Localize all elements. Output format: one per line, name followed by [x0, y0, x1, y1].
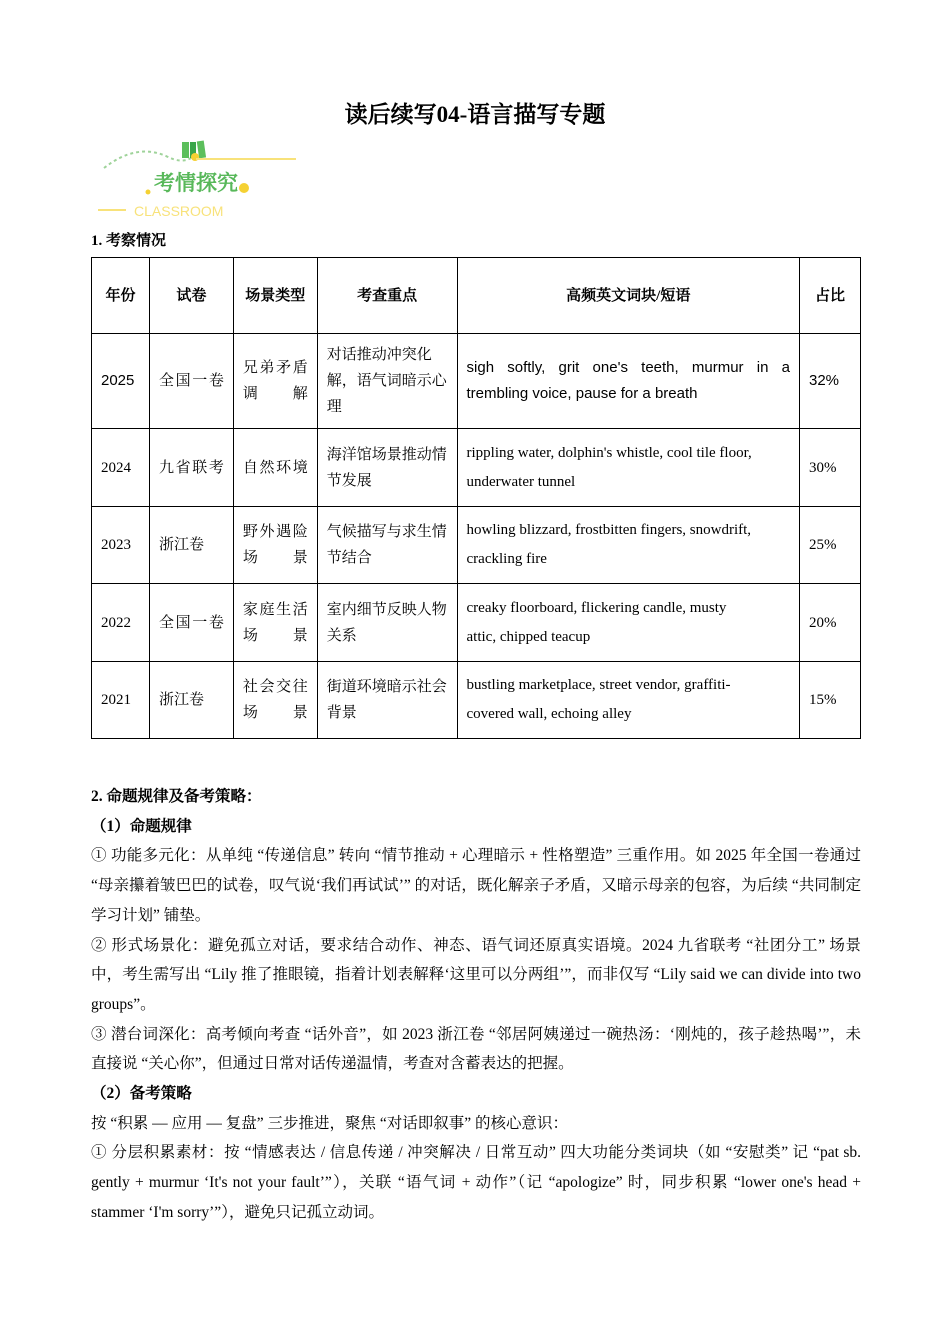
exam-table: [91, 257, 861, 739]
header-cell: 年份: [92, 258, 150, 334]
paragraph: 按 “积累 — 应用 — 复盘” 三步推进，聚焦 “对话即叙事” 的核心意识：: [91, 1114, 569, 1132]
table-row: [92, 429, 861, 507]
page-title: 读后续写04-语言描写专题: [344, 102, 606, 127]
scene-cell: 家庭生活场景: [233, 584, 317, 662]
svg-text:考情探究: 考情探究: [154, 171, 238, 195]
table-row: [92, 584, 861, 662]
paragraph: ③ 潜台词深化：高考倾向考查 “话外音”，如 2023 浙江卷 “邻居阿姨递过一碗热汤：‘刚炖的，孩子趁热喝’”，未直接说 “关心你”，但通过日常对话传递温情，考查对含蓄表达的把握。: [91, 1025, 861, 1073]
classroom-logo: [96, 138, 301, 220]
svg-text:CLASSROOM: CLASSROOM: [134, 203, 224, 219]
phrases-cell: rippling water, dolphin's whistle, cool tile floor, underwater tunnel: [457, 429, 799, 507]
header-cell: 占比: [799, 258, 860, 334]
ratio-cell: 30%: [799, 429, 860, 507]
focus-cell: 海洋馆场景推动情节发展: [317, 429, 457, 507]
paper-cell: 浙江卷: [149, 507, 233, 584]
ratio-cell: 32%: [799, 334, 860, 429]
year-cell: 2023: [92, 507, 150, 584]
strategy-section: [91, 782, 861, 1228]
year-cell: 2025: [92, 334, 150, 429]
subheading-strategy: （2）备考策略: [91, 1085, 192, 1103]
paragraph: ② 形式场景化：避免孤立对话，要求结合动作、神态、语气词还原真实语境。2024 九省联考 “社团分工” 场景中，考生需写出 “Lily 推了推眼镜，指着计划表解释‘这里可以分两组’”，而非仅写 “Lily said we can divide into two groups”。: [91, 936, 861, 1013]
table-row: [92, 334, 861, 429]
year-cell: 2022: [92, 584, 150, 662]
year-cell: 2021: [92, 662, 150, 739]
paper-cell: 浙江卷: [149, 662, 233, 739]
scene-cell: 野外遇险场景: [233, 507, 317, 584]
scene-cell: 自然环境: [233, 429, 317, 507]
header-cell: 考查重点: [317, 258, 457, 334]
phrases-cell: sigh softly, grit one's teeth, murmur in a trembling voice, pause for a breath: [457, 334, 799, 429]
ratio-cell: 15%: [799, 662, 860, 739]
paper-cell: 九省联考: [149, 429, 233, 507]
subheading-rules: （1）命题规律: [91, 817, 192, 835]
phrases-cell: howling blizzard, frostbitten fingers, snowdrift, crackling fire: [457, 507, 799, 584]
focus-cell: 室内细节反映人物关系: [317, 584, 457, 662]
ratio-cell: 20%: [799, 584, 860, 662]
table-row: [92, 662, 861, 739]
paragraph: ① 功能多元化：从单纯 “传递信息” 转向 “情节推动 + 心理暗示 + 性格塑造” 三重作用。如 2025 年全国一卷通过 “母亲攥着皱巴巴的试卷，叹气说‘我们再试试’” 的对话，既化解亲子矛盾，又暗示母亲的包容，为后续 “共同制定学习计划” 铺垫。: [91, 847, 861, 924]
table-header-row: [92, 258, 861, 334]
phrases-cell: creaky floorboard, flickering candle, musty attic, chipped teacup: [457, 584, 799, 662]
table-row: [92, 507, 861, 584]
focus-cell: 街道环境暗示社会背景: [317, 662, 457, 739]
section-heading-1: 1. 考察情况: [91, 233, 167, 249]
scene-cell: 社会交往场景: [233, 662, 317, 739]
scene-cell: 兄弟矛盾调解: [233, 334, 317, 429]
header-cell: 试卷: [149, 258, 233, 334]
focus-cell: 对话推动冲突化解，语气词暗示心理: [317, 334, 457, 429]
header-cell: 高频英文词块/短语: [457, 258, 799, 334]
ratio-cell: 25%: [799, 507, 860, 584]
year-cell: 2024: [92, 429, 150, 507]
focus-cell: 气候描写与求生情节结合: [317, 507, 457, 584]
paper-cell: 全国一卷: [149, 584, 233, 662]
section-heading-2: 2. 命题规律及备考策略：: [91, 788, 262, 805]
header-cell: 场景类型: [233, 258, 317, 334]
phrases-cell: bustling marketplace, street vendor, graffiti-covered wall, echoing alley: [457, 662, 799, 739]
paper-cell: 全国一卷: [149, 334, 233, 429]
paragraph: ① 分层积累素材：按 “情感表达 / 信息传递 / 冲突解决 / 日常互动” 四大功能分类词块（如 “安慰类” 记 “pat sb. gently + murmur ‘It's not your fault’”），关联 “语气词 + 动作”（记 “apologize” 时，同步积累 “lower one's head + stammer ‘I'm sorry’”），避免只记孤立动词。: [91, 1144, 861, 1221]
